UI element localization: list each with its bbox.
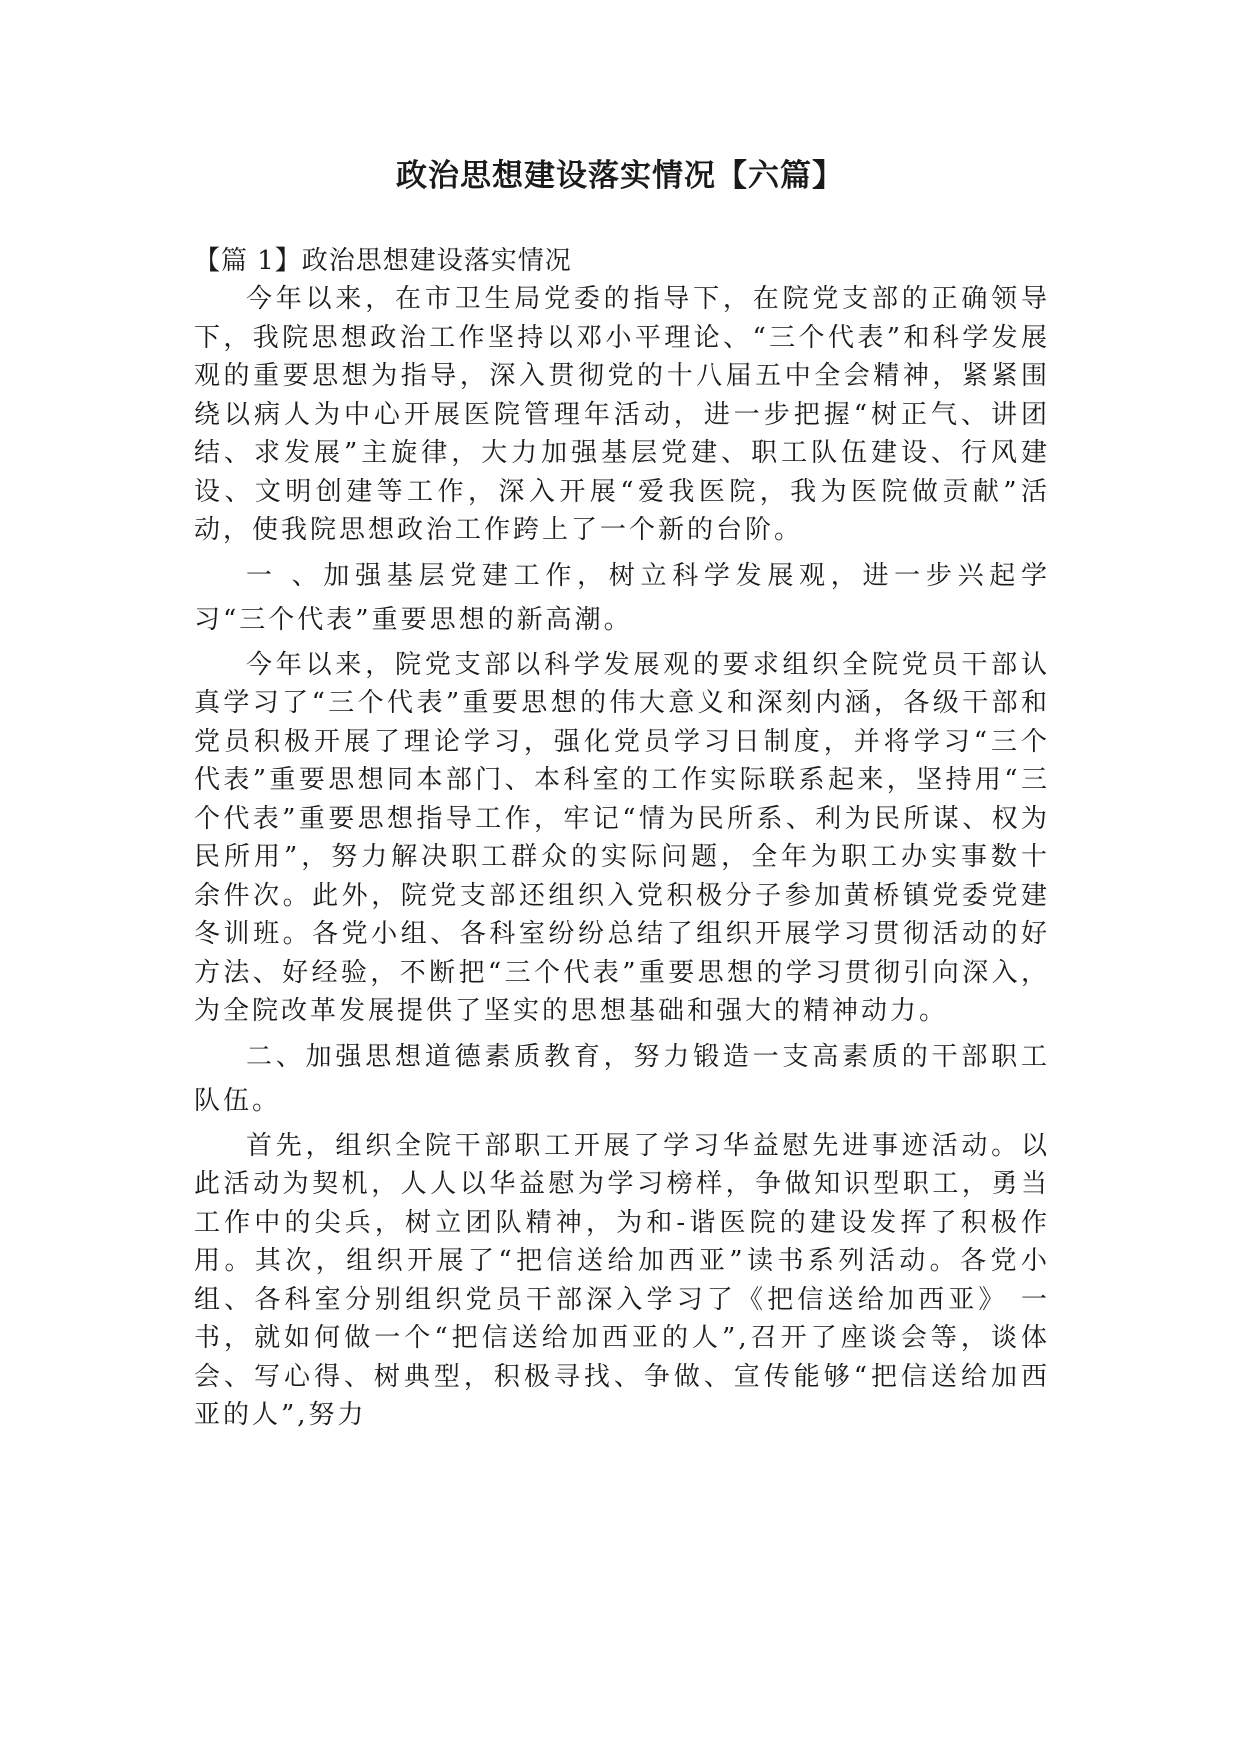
- subheading-1: 一 、加强基层党建工作，树立科学发展观，进一步兴起学习“三个代表”重要思想的新高潮。: [194, 560, 1050, 635]
- document-title: 政治思想建设落实情况【六篇】: [396, 158, 844, 194]
- section-heading: 【篇 1】政治思想建设落实情况: [194, 246, 572, 276]
- document-body: [194, 242, 1050, 1435]
- paragraph-party-building: 今年以来，院党支部以科学发展观的要求组织全院党员干部认真学习了“三个代表”重要思想的伟大意义和深刻内涵，各级干部和党员积极开展了理论学习，强化党员学习日制度，并将学习“三个代表”重要思想同本部门、本科室的工作实际联系起来，坚持用“三个代表”重要思想指导工作，牢记“情为民所系、利为民所谋、权为民所用”，努力解决职工群众的实际问题，全年为职工办实事数十余件次。此外，院党支部还组织入党积极分子参加黄桥镇党委党建冬训班。各党小组、各科室纷纷总结了组织开展学习贯彻活动的好方法、好经验，不断把“三个代表”重要思想的学习贯彻引向深入，为全院改革发展提供了坚实的思想基础和强大的精神动力。: [194, 649, 1050, 1026]
- subheading-2: 二、加强思想道德素质教育，努力锻造一支高素质的干部职工队伍。: [194, 1041, 1050, 1116]
- paragraph-intro: 今年以来，在市卫生局党委的指导下，在院党支部的正确领导下，我院思想政治工作坚持以邓小平理论、“三个代表”和科学发展观的重要思想为指导，深入贯彻党的十八届五中全会精神，紧紧围绕以病人为中心开展医院管理年活动，进一步把握“树正气、讲团结、求发展”主旋律，大力加强基层党建、职工队伍建设、行风建设、文明创建等工作，深入开展“爱我医院，我为医院做贡献”活动，使我院思想政治工作跨上了一个新的台阶。: [194, 284, 1050, 545]
- paragraph-moral-education: 首先，组织全院干部职工开展了学习华益慰先进事迹活动。以此活动为契机，人人以华益慰为学习榜样，争做知识型职工，勇当工作中的尖兵，树立团队精神，为和-谐医院的建设发挥了积极作用。其次，组织开展了“把信送给加西亚”读书系列活动。各党小组、各科室分别组织党员干部深入学习了《把信送给加西亚》 一书，就如何做一个“把信送给加西亚的人”,召开了座谈会等，谈体会、写心得、树典型，积极寻找、争做、宣传能够“把信送给加西亚的人”,努力: [194, 1130, 1050, 1430]
